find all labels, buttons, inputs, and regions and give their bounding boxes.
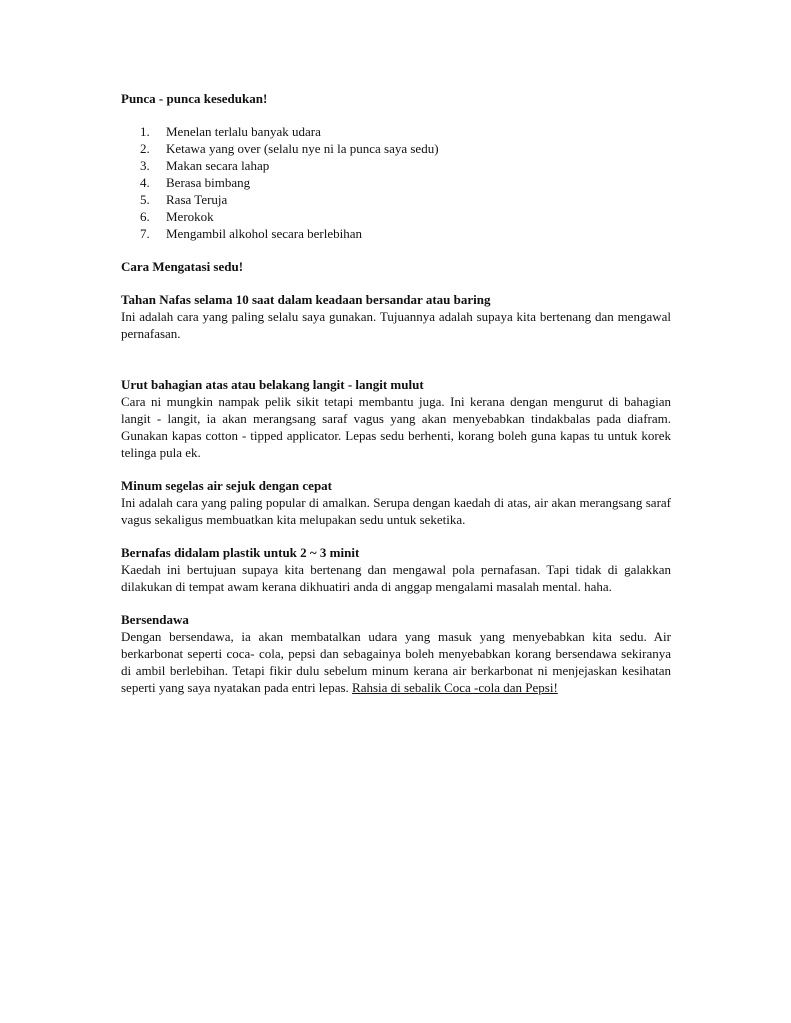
spacer — [121, 342, 671, 376]
list-item — [140, 225, 671, 242]
list-item-number: 4. — [140, 175, 150, 190]
remedies-heading: Cara Mengatasi sedu! — [121, 259, 244, 274]
list-item-text: Rasa Teruja — [166, 192, 228, 207]
list-item-number: 7. — [140, 226, 150, 241]
list-item-text: Makan secara lahap — [166, 158, 270, 173]
list-item-number: 1. — [140, 124, 150, 139]
causes-heading: Punca - punca kesedukan! — [121, 91, 268, 106]
remedy-section-hold-breath — [121, 291, 671, 342]
list-item — [140, 191, 671, 208]
list-item-number: 6. — [140, 209, 150, 224]
list-item-text: Merokok — [166, 209, 214, 224]
remedy-section-cold-water — [121, 477, 671, 528]
remedy-title: Bersendawa — [121, 612, 189, 627]
list-item-text: Menelan terlalu banyak udara — [166, 124, 321, 139]
remedy-title: Urut bahagian atas atau belakang langit - langit mulut — [121, 377, 424, 392]
remedy-section-burp — [121, 611, 671, 696]
spacer — [121, 595, 671, 611]
remedy-body — [121, 628, 671, 696]
causes-list — [121, 123, 671, 242]
spacer — [121, 275, 671, 291]
document-page — [121, 90, 671, 696]
list-item — [140, 157, 671, 174]
list-item-text: Mengambil alkohol secara berlebihan — [166, 226, 363, 241]
spacer — [121, 528, 671, 544]
remedy-title: Tahan Nafas selama 10 saat dalam keadaan bersandar atau baring — [121, 292, 491, 307]
remedy-body: Cara ni mungkin nampak pelik sikit tetapi membantu juga. Ini kerana dengan mengurut di bahagian langit - langit, ia akan merangsang saraf vagus yang akan menyebabkan tindakbalas pada diafram. Gunakan kapas cotton - tipped applicator. Lepas sedu berhenti, korang boleh guna kapas tu untuk korek telinga pula ek. — [121, 394, 671, 460]
remedy-title: Bernafas didalam plastik untuk 2 ~ 3 minit — [121, 545, 360, 560]
list-item — [140, 208, 671, 225]
list-item-text: Berasa bimbang — [166, 175, 251, 190]
list-item — [140, 174, 671, 191]
list-item-number: 5. — [140, 192, 150, 207]
remedy-body: Ini adalah cara yang paling selalu saya gunakan. Tujuannya adalah supaya kita bertenang dan mengawal pernafasan. — [121, 309, 671, 341]
list-item — [140, 123, 671, 140]
remedy-section-massage-palate — [121, 376, 671, 461]
list-item — [140, 140, 671, 157]
remedy-body-text: Dengan bersendawa, ia akan membatalkan udara yang masuk yang menyebabkan kita sedu. Air berkarbonat seperti coca- cola, pepsi dan sebagainya boleh menyebabkan korang bersendawa sekiranya di ambil berlebihan. Tetapi fikir dulu sebelum minum kerana air berkarbonat ni menjejaskan kesihatan seperti yang saya nyatakan pada entri lepas. — [121, 629, 671, 695]
remedy-title: Minum segelas air sejuk dengan cepat — [121, 478, 333, 493]
remedy-section-plastic-bag — [121, 544, 671, 595]
remedy-body: Ini adalah cara yang paling popular di amalkan. Serupa dengan kaedah di atas, air akan merangsang saraf vagus sekaligus membuatkan kita melupakan sedu untuk seketika. — [121, 495, 671, 527]
coca-cola-pepsi-article-link[interactable]: Rahsia di sebalik Coca -cola dan Pepsi! — [352, 680, 558, 695]
list-item-number: 2. — [140, 141, 150, 156]
list-item-text: Ketawa yang over (selalu nye ni la punca saya sedu) — [166, 141, 439, 156]
spacer — [121, 461, 671, 477]
list-item-number: 3. — [140, 158, 150, 173]
remedy-body: Kaedah ini bertujuan supaya kita bertenang dan mengawal pola pernafasan. Tapi tidak di galakkan dilakukan di tempat awam kerana dikhuatiri anda di anggap mengalami masalah mental. haha. — [121, 562, 671, 594]
